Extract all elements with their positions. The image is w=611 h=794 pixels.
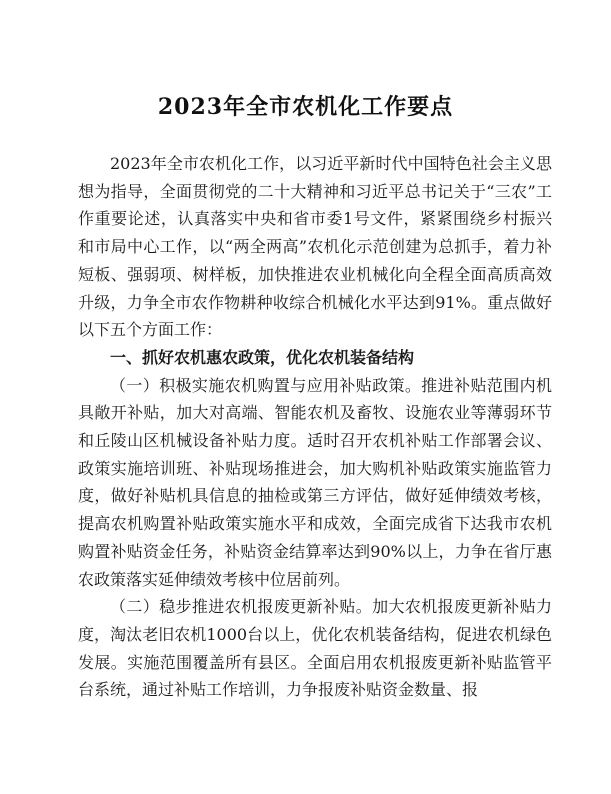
item-paragraph-2: （二）稳步推进农机报废更新补贴。加大农机报废更新补贴力度，淘汰老旧农机1000台以上，优化农机装备结构，促进农机绿色发展。实施范围覆盖所有县区。全面启用农机报废更新补贴监管平台系统，通过补贴工作培训，力争报废补贴资金数量、报 [78, 597, 552, 700]
document-body [78, 150, 552, 704]
document-title: 2023年全市农机化工作要点 [157, 94, 454, 120]
item-paragraph-1: （一）积极实施农机购置与应用补贴政策。推进补贴范围内机具敞开补贴，加大对高端、智能农机及畜牧、设施农业等薄弱环节和丘陵山区机械设备补贴力度。适时召开农机补贴工作部署会议、政策实施培训班、补贴现场推进会，加大购机补贴政策实施监管力度，做好补贴机具信息的抽检或第三方评估，做好延伸绩效考核，提高农机购置补贴政策实施水平和成效，全面完成省下达我市农机购置补贴资金任务，补贴资金结算率达到90%以上，力争在省厅惠农政策落实延伸绩效考核中位居前列。 [78, 375, 552, 589]
intro-paragraph: 2023年全市农机化工作，以习近平新时代中国特色社会主义思想为指导，全面贯彻党的二十大精神和习近平总书记关于“三农”工作重要论述，认真落实中央和省市委1号文件，紧紧围绕乡村振兴和市局中心工作，以“两全两高”农机化示范创建为总抓手，着力补短板、强弱项、树样板，加快推进农业机械化向全程全面高质高效升级，力争全市农作物耕种收综合机械化水平达到91%。重点做好以下五个方面工作： [78, 154, 552, 340]
section-heading-1: 一、抓好农机惠农政策，优化农机装备结构 [110, 347, 415, 367]
